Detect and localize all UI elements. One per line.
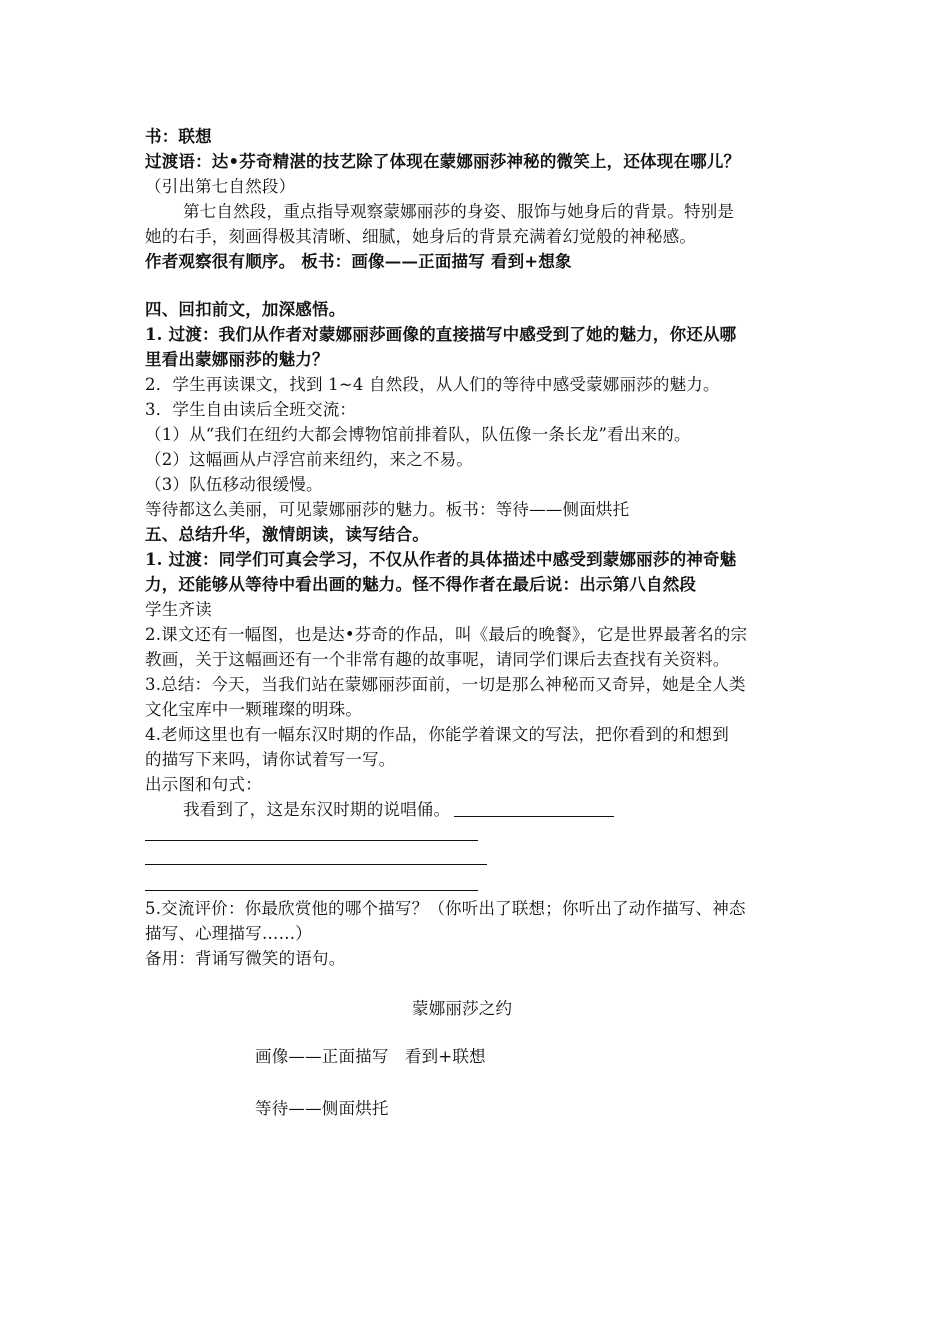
text-line: 第七自然段，重点指导观察蒙娜丽莎的身姿、服饰与她身后的背景。特别是 xyxy=(183,202,735,221)
board-line: 等待——侧面烘托 xyxy=(255,1099,389,1118)
text-line: 过渡语：达•芬奇精湛的技艺除了体现在蒙娜丽莎神秘的微笑上，还体现在哪儿？ xyxy=(145,152,741,171)
blank-line xyxy=(145,840,478,841)
sentence-pattern-line xyxy=(183,798,614,822)
section-heading: 四、回扣前文，加深感悟。 xyxy=(145,300,346,319)
board-title: 蒙娜丽莎之约 xyxy=(412,999,513,1018)
text-line: 2.课文还有一幅图，也是达•芬奇的作品，叫《最后的晚餐》，它是世界最著名的宗 xyxy=(145,625,748,644)
text-line: 4.老师这里也有一幅东汉时期的作品，你能学着课文的写法，把你看到的和想到 xyxy=(145,725,729,744)
text-line: 力，还能够从等待中看出画的魅力。怪不得作者在最后说：出示第八自然段 xyxy=(145,575,697,594)
text-line: 1. 过渡：同学们可真会学习，不仅从作者的具体描述中感受到蒙娜丽莎的神奇魅 xyxy=(145,550,737,569)
text-line: （3）队伍移动很缓慢。 xyxy=(145,475,323,494)
text-line: 1. 过渡：我们从作者对蒙娜丽莎画像的直接描写中感受到了她的魅力，你还从哪 xyxy=(145,325,737,344)
section-heading: 五、总结升华，激情朗读，读写结合。 xyxy=(145,525,429,544)
blank-line xyxy=(145,864,487,865)
text-line: 书：联想 xyxy=(145,127,212,146)
blank-line xyxy=(454,816,614,817)
text-line: （引出第七自然段） xyxy=(145,177,296,196)
text-line: 里看出蒙娜丽莎的魅力？ xyxy=(145,350,329,369)
text-line: 描写、心理描写……） xyxy=(145,924,312,943)
text-line: 3.总结：今天，当我们站在蒙娜丽莎面前，一切是那么神秘而又奇异，她是全人类 xyxy=(145,675,746,694)
text-line: 作者观察很有顺序。 板书：画像——正面描写 看到+想象 xyxy=(145,252,572,271)
text-line: 文化宝库中一颗璀璨的明珠。 xyxy=(145,700,363,719)
text-line: 的描写下来吗，请你试着写一写。 xyxy=(145,750,396,769)
text-line: 5.交流评价：你最欣赏他的哪个描写？（你听出了联想；你听出了动作描写、神态 xyxy=(145,899,746,918)
blank-line xyxy=(145,890,478,891)
text-line: 等待都这么美丽，可见蒙娜丽莎的魅力。板书：等待——侧面烘托 xyxy=(145,500,630,519)
text-line: 学生齐读 xyxy=(145,600,212,619)
sentence-pattern-text: 我看到了，这是东汉时期的说唱俑。 xyxy=(183,800,451,819)
text-line: 她的右手，刻画得极其清晰、细腻，她身后的背景充满着幻觉般的神秘感。 xyxy=(145,227,697,246)
board-line: 画像——正面描写 看到+联想 xyxy=(255,1047,486,1066)
text-line: 备用：背诵写微笑的语句。 xyxy=(145,949,346,968)
text-line: （2）这幅画从卢浮宫前来纽约，来之不易。 xyxy=(145,450,473,469)
text-line: 2．学生再读课文，找到 1~4 自然段，从人们的等待中感受蒙娜丽莎的魅力。 xyxy=(145,375,720,394)
text-line: 3．学生自由读后全班交流： xyxy=(145,400,357,419)
text-line: 出示图和句式： xyxy=(145,775,262,794)
text-line: 教画，关于这幅画还有一个非常有趣的故事呢，请同学们课后去查找有关资料。 xyxy=(145,650,730,669)
text-line: （1）从“我们在纽约大都会博物馆前排着队，队伍像一条长龙”看出来的。 xyxy=(145,425,691,444)
